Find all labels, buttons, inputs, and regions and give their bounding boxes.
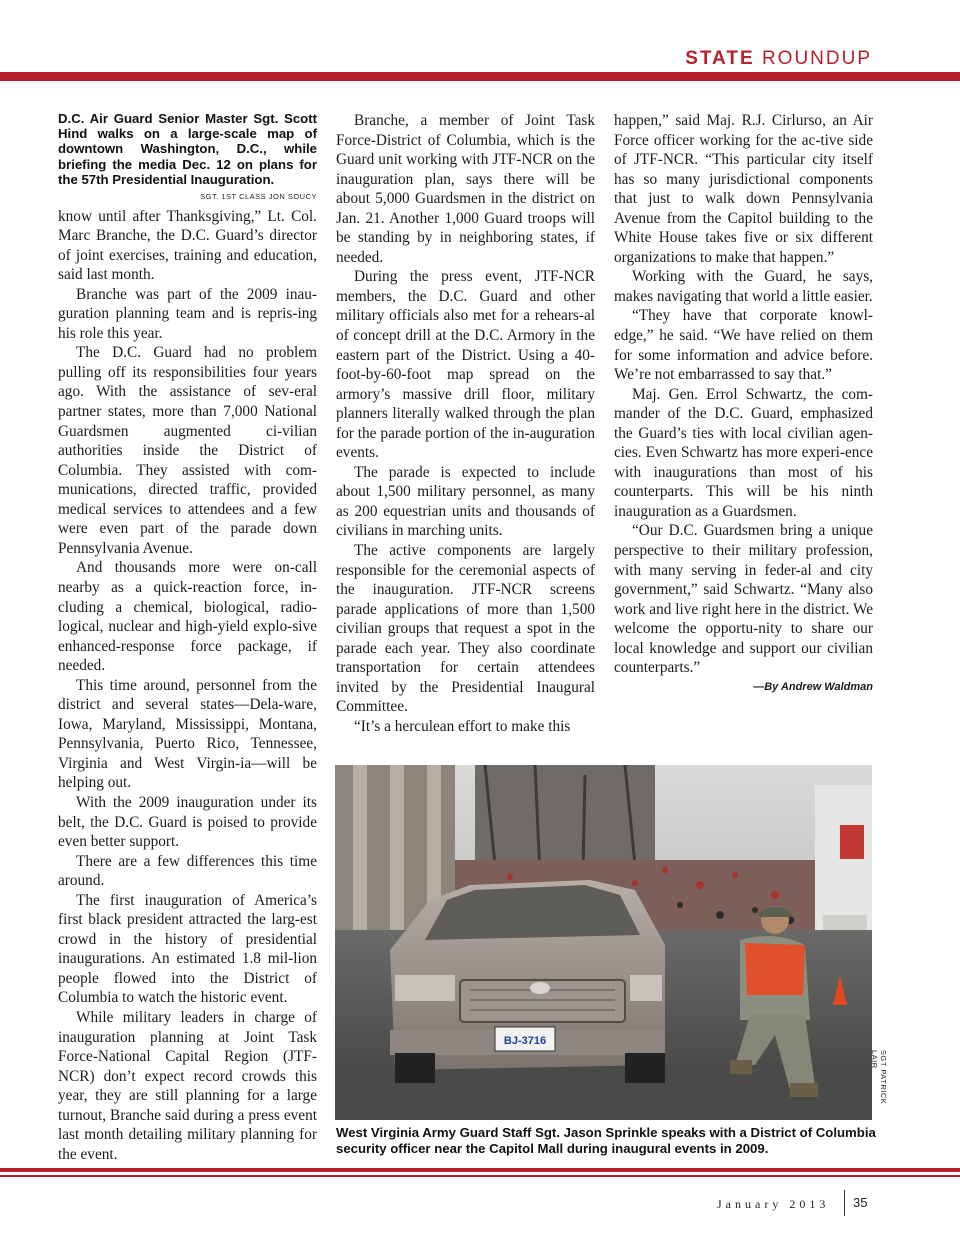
paragraph: During the press event, JTF-NCR members, the D.C. Guard and other military officials also met for a rehears-al of concept drill at the D.C. Armory in the eastern part of the District. Using a 40-foot-by-60-foot map spread on the armory’s massive drill floor, military planners literally walked through the plan for the parade portion of the in-auguration events. bbox=[336, 268, 595, 462]
paragraph: With the 2009 inauguration under its belt, the D.C. Guard is poised to provide even better support. bbox=[58, 793, 317, 851]
paragraph: And thousands more were on-call nearby as a quick-reaction force, in-cluding a chemical, biological, radio-logical, nuclear and high-yield explo-sive enhanced-response force package, if needed. bbox=[58, 559, 317, 675]
parade-photo bbox=[335, 765, 872, 1120]
col3-body bbox=[614, 111, 873, 678]
paragraph: “Our D.C. Guardsmen bring a unique perspective to their military profession, with many serving in feder-al and city government,” said Schwartz. “Many also work and live right here in the district. We welcome the opportu-nity to share our local knowledge and support our civilian counterparts.” bbox=[614, 522, 873, 677]
license-plate: BJ-3716 bbox=[503, 1035, 547, 1047]
paragraph: “It’s a herculean effort to make this bbox=[354, 717, 571, 735]
col1-body bbox=[58, 207, 317, 1165]
paragraph: While military leaders in charge of inauguration planning at Joint Task Force-National Capital Region (JTF-NCR) don’t expect record crowds this year, they are still planning for a large turnout, Branche said during a press event last month detailing military planning for the event. bbox=[58, 1008, 317, 1163]
top-photo-credit: SGT. 1ST CLASS JON SOUCY bbox=[200, 192, 317, 202]
paragraph: The active components are largely responsible for the ceremonial aspects of the inauguration. JTF-NCR screens parade applications of more than 1,500 civilian groups that request a spot in the parade each year. They also coordinate transportation for certain attendees invited by the Presidential Inaugural Committee. bbox=[336, 542, 595, 716]
paragraph: Working with the Guard, he says, makes navigating that world a little easier. bbox=[614, 268, 873, 305]
top-rule bbox=[0, 72, 960, 81]
bottom-rule-thin bbox=[0, 1175, 960, 1177]
col2-body bbox=[336, 111, 595, 737]
article-column-1 bbox=[58, 111, 317, 1164]
page-number: 35 bbox=[853, 1195, 868, 1210]
bottom-rule-thick bbox=[0, 1168, 960, 1172]
article-column-2 bbox=[336, 111, 595, 737]
footer-issue-date: January 2013 bbox=[717, 1197, 830, 1211]
paragraph: The parade is expected to include about 1,500 military personnel, as many as 200 equestrian units and thousands of civilians in marching units. bbox=[336, 463, 595, 540]
photo-caption: West Virginia Army Guard Staff Sgt. Jason Sprinkle speaks with a District of Columbia security officer near the Capitol Mall during inaugural events in 2009. bbox=[336, 1125, 876, 1156]
paragraph: Branche was part of the 2009 inau-guration planning team and is repris-ing his role this year. bbox=[58, 285, 317, 342]
paragraph: There are a few differences this time around. bbox=[58, 852, 317, 890]
paragraph: The first inauguration of America’s first black president attracted the larg-est crowd in the history of presidential inaugurations. An estimated 1.8 mil-lion people flowed into the District of Columbia to watch the historic event. bbox=[58, 891, 317, 1007]
article-column-3 bbox=[614, 111, 873, 697]
paragraph: This time around, personnel from the district and several states—Dela-ware, Iowa, Maryland, Mississippi, Montana, Pennsylvania, Puerto Rico, Tennessee, Virginia and West Virgin-ia—will be helping out. bbox=[58, 676, 317, 792]
photo-credit: SGT PATRICK LAIR bbox=[870, 1050, 888, 1105]
top-photo-caption: D.C. Air Guard Senior Master Sgt. Scott Hind walks on a large-scale map of downtown Washington, D.C., while briefing the media Dec. 12 on plans for the 57th Presidential Inauguration. bbox=[58, 111, 317, 187]
byline: —By Andrew Waldman bbox=[753, 680, 873, 693]
section-title: STATE ROUNDUP bbox=[685, 48, 872, 69]
paragraph: The D.C. Guard had no problem pulling off its responsibilities four years ago. With the assistance of sev-eral partner states, more than 7,000 National Guardsmen augmented ci-vilian authorities inside the District of Columbia. They assisted with com-munications, directed traffic, provided medical services to attendees and a few were even part of the parade down Pennsylvania Avenue. bbox=[58, 344, 317, 557]
paragraph: Maj. Gen. Errol Schwartz, the com-mander of the D.C. Guard, emphasized the Guard’s ties with local civilian agen-cies. Even Schwartz has more experi-ence with inaugurations than most of his counterparts. This will be his ninth inauguration as a Guardsmen. bbox=[614, 385, 873, 520]
paragraph: know until after Thanksgiving,” Lt. Col. Marc Branche, the D.C. Guard’s director of joint exercises, training and education, said last month. bbox=[58, 207, 317, 284]
footer-divider bbox=[844, 1190, 845, 1216]
paragraph: happen,” said Maj. R.J. Cirlurso, an Air Force officer working for the ac-tive side of JTF-NCR. “This particular city itself has so many jurisdictional components that just to walk down Pennsylvania Avenue from the Capitol building to the White House takes five or six different organizations to make that happen.” bbox=[614, 112, 873, 266]
paragraph: Branche, a member of Joint Task Force-District of Columbia, which is the Guard unit working with JTF-NCR on the inauguration plan, says there will be about 5,000 Guardsmen in the district on Jan. 21. Another 1,000 Guard troops will be standing by in neighboring states, if needed. bbox=[336, 112, 595, 266]
paragraph: “They have that corporate knowl-edge,” he said. “We have relied on them for some information and advice before. We’re not embarrassed to say that.” bbox=[614, 307, 873, 384]
